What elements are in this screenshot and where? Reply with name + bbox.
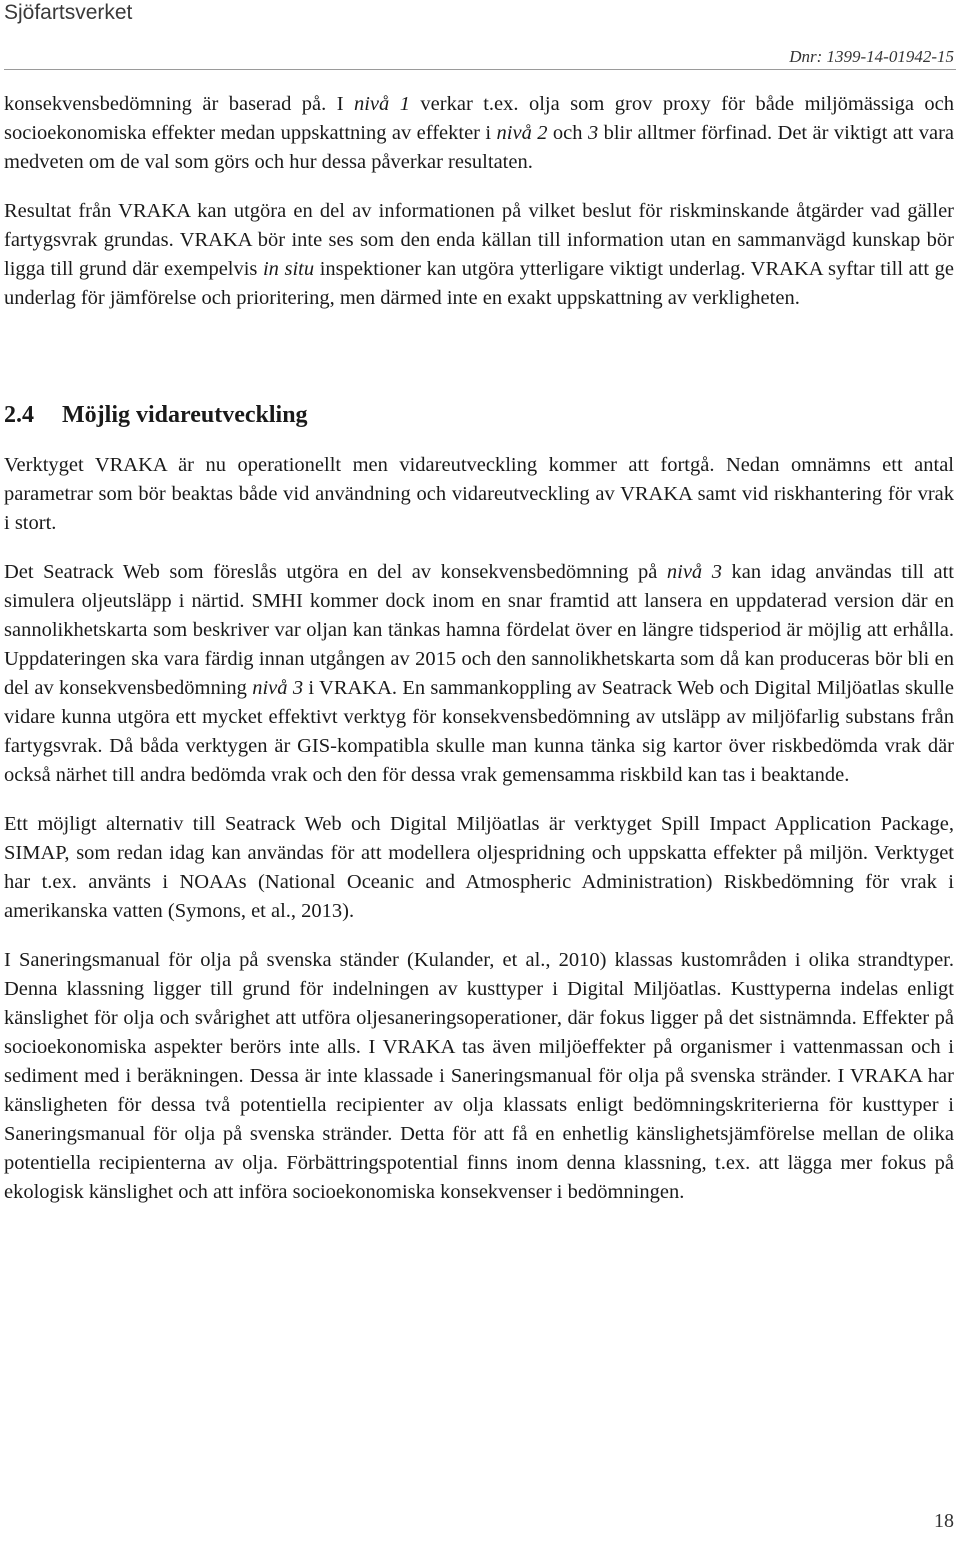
- paragraph-consequence-levels: konsekvensbedömning är baserad på. I nivå 1 verkar t.ex. olja som grov proxy för både miljömässiga och socioekonomiska effekter medan uppskattning av effekter i nivå 2 och 3 blir alltmer förfinad. Det är viktigt att vara medveten om de val som görs och hur dessa påverkar resultaten.: [4, 93, 955, 173]
- italic-level-1: nivå 1: [353, 93, 410, 115]
- italic-level-3-b: nivå 3: [252, 677, 304, 699]
- section-heading: [4, 400, 954, 430]
- paragraph-seatrack-web: Det Seatrack Web som föreslås utgöra en del av konsekvensbedömning på nivå 3 kan idag användas till att simulera oljeutsläpp i närtid. SMHI kommer dock inom en snar framtid att lansera en uppdaterad version där en sannolikhetskarta som beskriver var oljan kan tänkas hamna fördelat över en längre tidsperiod är möjlig att erhålla. Uppdateringen ska vara färdig innan utgången av 2015 och den sannolikhetskarta som då kan produceras bör bli en del av konsekvensbedömning nivå 3 i VRAKA. En sammankoppling av Seatrack Web och Digital Miljöatlas skulle vidare kunna utgöra ett mycket effektivt verktyg för konsekvensbedömning av utsläpp av miljöfarlig substans från fartygsvrak. Då båda verktygen är GIS-kompatibla skulle man kunna tänka sig kartor över riskbedömda vrak där också närhet till andra bedömda vrak och den för dessa vrak gemensamma riskbild kan tas i beaktande.: [4, 561, 955, 786]
- paragraph-vraka-results: Resultat från VRAKA kan utgöra en del av informationen på vilket beslut för riskminskande åtgärder vad gäller fartygsvrak grundas. VRAKA bör inte ses som den enda källan till information utan en sammanvägd kunskap bör ligga till grund där exempelvis in situ inspektioner kan utgöra ytterligare viktigt underlag. VRAKA syftar till att ge underlag för jämförelse och prioritering, men därmed inte en exakt uppskattning av verkligheten.: [4, 200, 954, 309]
- italic-level-3: 3: [587, 122, 599, 144]
- document-reference: Dnr: 1399-14-01942-15: [789, 47, 954, 66]
- paragraph-further-development: Verktyget VRAKA är nu operationellt men vidareutveckling kommer att fortgå. Nedan omnämns ett antal parametrar som bör beaktas både vid användning och vidareutveckling av VRAKA samt vid riskhantering för vrak i stort.: [4, 454, 954, 534]
- document-body: [4, 90, 954, 1227]
- page-number: 18: [934, 1510, 954, 1532]
- organization-name: Sjöfartsverket: [4, 1, 133, 24]
- header-divider: [4, 69, 956, 70]
- section-title: Möjlig vidareutveckling: [62, 402, 308, 428]
- section-number: 2.4: [4, 402, 34, 428]
- page-header: [0, 0, 960, 66]
- paragraph-sanitation-manual: I Saneringsmanual för olja på svenska ständer (Kulander, et al., 2010) klassas kustområden i olika strandtyper. Denna klassning ligger till grund för indelningen av kusttyper i Digital Miljöatlas. Kusttyperna indelas enligt känslighet för olja och svårighet att utföra oljesaneringsoperationer, där fokus ligger på det sistnämnda. Effekter på socioekonomiska aspekter berörs inte alls. I VRAKA tas även miljöeffekter på organismer i vattenmassan och i sediment med i beräkningen. Dessa är inte klassade i Saneringsmanual för olja på svenska stränder. I VRAKA har känsligheten för dessa två potentiella recipienter av olja klassats enligt bedömningskriterierna för kusttyper i Saneringsmanual för olja på svenska stränder. Detta för att få en enhetlig känslighetsjämförelse mellan de olika potentiella recipienterna av olja. Förbättringspotential finns inom denna klassning, t.ex. att lägga mer fokus på ekologisk känslighet och att införa socioekonomiska konsekvenser i bedömningen.: [4, 949, 954, 1203]
- italic-level-2: nivå 2: [496, 122, 548, 144]
- paragraph-simap: Ett möjligt alternativ till Seatrack Web och Digital Miljöatlas är verktyget Spill Impact Application Package, SIMAP, som redan idag kan användas för att modellera oljespridning och uppskatta effekter på miljön. Verktyget har t.ex. använts i NOAAs (National Oceanic and Atmospheric Administration) Riskbedömning för vrak i amerikanska vatten (Symons, et al., 2013).: [4, 813, 954, 922]
- italic-level-3-a: nivå 3: [666, 561, 722, 583]
- italic-in-situ: in situ: [262, 258, 315, 280]
